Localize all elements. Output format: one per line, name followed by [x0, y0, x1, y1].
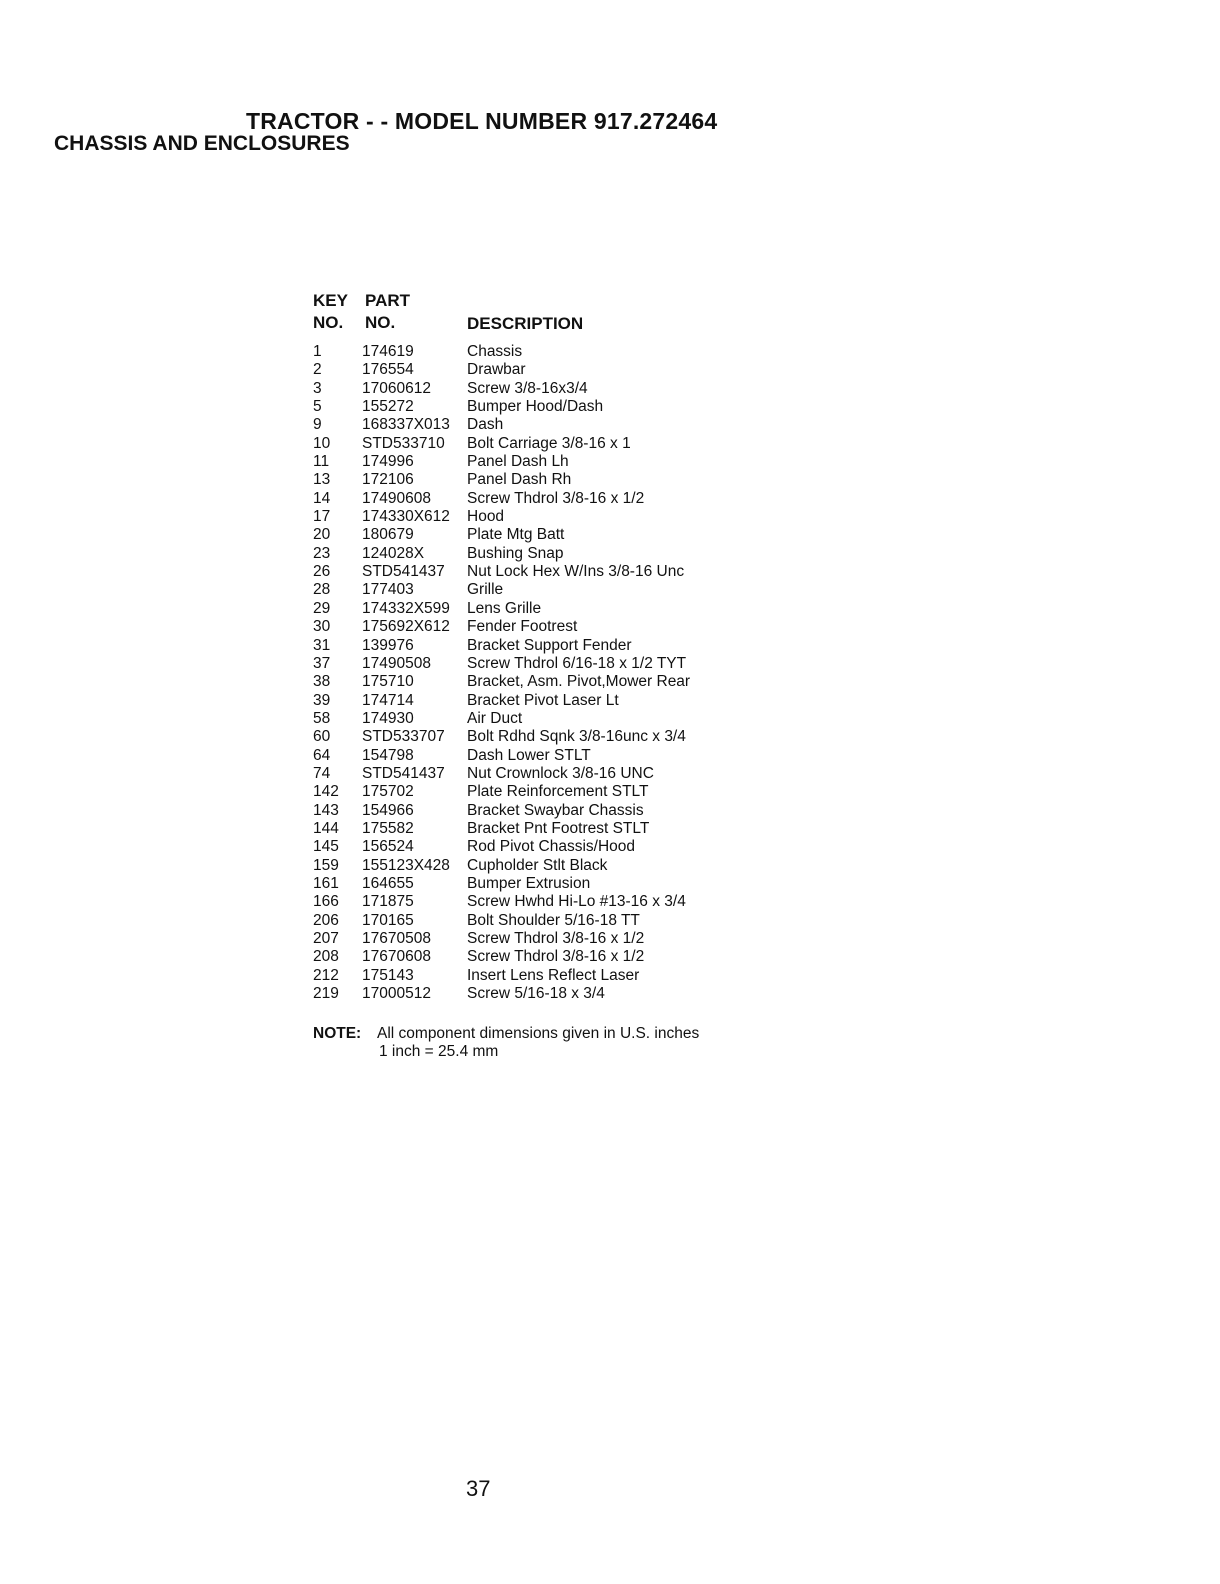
- table-row: [313, 508, 753, 526]
- table-row: [313, 637, 753, 655]
- description-cell: Lens Grille: [467, 599, 542, 617]
- key-no-cell: 28: [313, 581, 331, 599]
- description-cell: Bracket Pivot Laser Lt: [467, 691, 619, 709]
- key-no-cell: 212: [313, 966, 339, 984]
- key-no-cell: 13: [313, 471, 331, 489]
- key-no-cell: 31: [313, 636, 331, 654]
- description-cell: Plate Reinforcement STLT: [467, 783, 649, 801]
- table-row: [313, 912, 753, 930]
- key-no-cell: 74: [313, 764, 331, 782]
- table-row: [313, 838, 753, 856]
- description-cell: Insert Lens Reflect Laser: [467, 966, 640, 984]
- key-no-cell: 166: [313, 893, 339, 911]
- key-no-cell: 5: [313, 398, 322, 416]
- key-column-header-line2: NO.: [313, 313, 344, 332]
- table-row: [313, 985, 753, 1003]
- part-no-cell: 174996: [362, 453, 414, 471]
- part-no-cell: 156524: [362, 838, 414, 856]
- key-no-cell: 145: [313, 838, 339, 856]
- key-no-cell: 20: [313, 526, 331, 544]
- key-no-cell: 208: [313, 948, 339, 966]
- table-row: [313, 380, 753, 398]
- part-no-cell: 175143: [362, 966, 414, 984]
- parts-list-table: [313, 291, 753, 1003]
- key-no-cell: 3: [313, 379, 322, 397]
- table-header: [313, 291, 753, 343]
- key-no-cell: 9: [313, 416, 322, 434]
- table-row: [313, 490, 753, 508]
- note-label: NOTE:: [313, 1025, 362, 1042]
- table-row: [313, 398, 753, 416]
- key-no-cell: 14: [313, 489, 331, 507]
- description-cell: Bolt Shoulder 5/16-18 TT: [467, 911, 640, 929]
- part-no-cell: 174332X599: [362, 599, 450, 617]
- part-no-cell: 17490508: [362, 654, 431, 672]
- part-no-cell: 175710: [362, 673, 414, 691]
- part-no-cell: STD541437: [362, 563, 445, 581]
- part-no-cell: 177403: [362, 581, 414, 599]
- description-cell: Bolt Carriage 3/8-16 x 1: [467, 434, 631, 452]
- table-row: [313, 930, 753, 948]
- part-no-cell: 17670608: [362, 948, 431, 966]
- table-row: [313, 361, 753, 379]
- key-no-cell: 161: [313, 874, 339, 892]
- description-cell: Bushing Snap: [467, 544, 564, 562]
- key-no-cell: 39: [313, 691, 331, 709]
- part-no-cell: 154966: [362, 801, 414, 819]
- description-column-header: DESCRIPTION: [467, 314, 584, 333]
- table-row: [313, 728, 753, 746]
- description-cell: Dash Lower STLT: [467, 746, 591, 764]
- part-no-cell: 17000512: [362, 985, 431, 1003]
- key-no-cell: 142: [313, 783, 339, 801]
- part-no-cell: 139976: [362, 636, 414, 654]
- part-no-cell: 17060612: [362, 379, 431, 397]
- part-no-cell: 17670508: [362, 930, 431, 947]
- part-no-cell: 174619: [362, 343, 414, 360]
- description-cell: Bumper Hood/Dash: [467, 398, 604, 416]
- part-no-cell: 175702: [362, 783, 414, 801]
- description-cell: Bracket Pnt Footrest STLT: [467, 819, 650, 837]
- table-row: [313, 765, 753, 783]
- description-cell: Screw Thdrol 6/16-18 x 1/2 TYT: [467, 654, 687, 672]
- part-no-cell: 174930: [362, 709, 414, 727]
- note-block: [313, 1025, 699, 1061]
- key-no-cell: 37: [313, 654, 331, 672]
- table-row: [313, 453, 753, 471]
- description-cell: Plate Mtg Batt: [467, 526, 565, 544]
- table-row: [313, 875, 753, 893]
- description-cell: Nut Crownlock 3/8-16 UNC: [467, 764, 654, 782]
- description-cell: Dash: [467, 416, 504, 434]
- key-no-cell: 1: [313, 343, 322, 360]
- key-no-cell: 64: [313, 746, 331, 764]
- key-no-cell: 17: [313, 508, 331, 526]
- table-row: [313, 563, 753, 581]
- description-cell: Screw Thdrol 3/8-16 x 1/2: [467, 930, 645, 947]
- description-cell: Panel Dash Rh: [467, 471, 572, 489]
- table-row: [313, 526, 753, 544]
- table-row: [313, 948, 753, 966]
- table-row: [313, 600, 753, 618]
- key-column-header-line1: KEY: [313, 291, 348, 310]
- table-row: [313, 655, 753, 673]
- table-row: [313, 747, 753, 765]
- table-row: [313, 967, 753, 985]
- description-cell: Air Duct: [467, 709, 523, 727]
- part-no-cell: STD541437: [362, 764, 445, 782]
- table-row: [313, 893, 753, 911]
- section-title: CHASSIS AND ENCLOSURES: [54, 132, 350, 155]
- description-cell: Fender Footrest: [467, 618, 578, 636]
- description-cell: Bolt Rdhd Sqnk 3/8-16unc x 3/4: [467, 728, 686, 746]
- key-no-cell: 60: [313, 728, 331, 746]
- description-cell: Screw Thdrol 3/8-16 x 1/2: [467, 948, 645, 966]
- note-text: All component dimensions given in U.S. inches: [377, 1025, 700, 1042]
- description-cell: Panel Dash Lh: [467, 453, 569, 471]
- key-no-cell: 30: [313, 618, 331, 636]
- part-no-cell: STD533707: [362, 728, 445, 746]
- key-no-cell: 219: [313, 985, 339, 1003]
- table-row: [313, 416, 753, 434]
- part-no-cell: 124028X: [362, 544, 425, 562]
- part-no-cell: 171875: [362, 893, 414, 911]
- part-no-cell: 170165: [362, 911, 414, 929]
- description-cell: Bracket Swaybar Chassis: [467, 801, 644, 819]
- table-row: [313, 802, 753, 820]
- key-no-cell: 206: [313, 911, 339, 929]
- part-no-cell: 17490608: [362, 489, 431, 507]
- description-cell: Rod Pivot Chassis/Hood: [467, 838, 635, 856]
- part-no-cell: 176554: [362, 361, 414, 379]
- description-cell: Cupholder Stlt Black: [467, 856, 608, 874]
- key-no-cell: 26: [313, 563, 331, 581]
- table-row: [313, 783, 753, 801]
- part-column-header-line2: NO.: [365, 313, 396, 332]
- part-no-cell: 155123X428: [362, 856, 450, 874]
- key-no-cell: 159: [313, 856, 339, 874]
- part-no-cell: STD533710: [362, 434, 445, 452]
- part-no-cell: 168337X013: [362, 416, 450, 434]
- description-cell: Bracket Support Fender: [467, 636, 632, 654]
- table-row: [313, 545, 753, 563]
- description-cell: Screw 3/8-16x3/4: [467, 379, 588, 397]
- table-row: [313, 820, 753, 838]
- part-no-cell: 180679: [362, 526, 414, 544]
- description-cell: Hood: [467, 508, 505, 526]
- table-row: [313, 710, 753, 728]
- table-row: [313, 673, 753, 691]
- part-no-cell: 164655: [362, 874, 414, 892]
- table-row: [313, 618, 753, 636]
- part-no-cell: 154798: [362, 746, 414, 764]
- key-no-cell: 58: [313, 709, 331, 727]
- note-conversion: 1 inch = 25.4 mm: [379, 1043, 499, 1060]
- description-cell: Bumper Extrusion: [467, 874, 591, 892]
- key-no-cell: 10: [313, 434, 331, 452]
- part-no-cell: 155272: [362, 398, 414, 416]
- description-cell: Screw Thdrol 3/8-16 x 1/2: [467, 489, 645, 507]
- part-no-cell: 174330X612: [362, 508, 450, 526]
- key-no-cell: 29: [313, 599, 331, 617]
- description-cell: Bracket, Asm. Pivot,Mower Rear: [467, 673, 691, 691]
- key-no-cell: 38: [313, 673, 331, 691]
- key-no-cell: 144: [313, 819, 339, 837]
- description-cell: Chassis: [467, 343, 523, 360]
- description-cell: Drawbar: [467, 361, 526, 379]
- description-cell: Grille: [467, 581, 504, 599]
- parts-rows: [313, 343, 753, 1003]
- description-cell: Screw 5/16-18 x 3/4: [467, 985, 605, 1003]
- part-no-cell: 172106: [362, 471, 414, 489]
- table-row: [313, 343, 753, 361]
- part-no-cell: 175582: [362, 819, 414, 837]
- table-row: [313, 471, 753, 489]
- part-column-header-line1: PART: [365, 291, 411, 310]
- page-number: 37: [466, 1476, 491, 1501]
- key-no-cell: 207: [313, 930, 339, 947]
- description-cell: Screw Hwhd Hi-Lo #13-16 x 3/4: [467, 893, 686, 911]
- part-no-cell: 174714: [362, 691, 414, 709]
- key-no-cell: 143: [313, 801, 339, 819]
- key-no-cell: 11: [313, 453, 330, 471]
- part-no-cell: 175692X612: [362, 618, 450, 636]
- description-cell: Nut Lock Hex W/Ins 3/8-16 Unc: [467, 563, 685, 581]
- key-no-cell: 2: [313, 361, 322, 379]
- table-row: [313, 857, 753, 875]
- table-row: [313, 435, 753, 453]
- key-no-cell: 23: [313, 544, 331, 562]
- table-row: [313, 692, 753, 710]
- page-title: TRACTOR - - MODEL NUMBER 917.272464: [246, 108, 718, 134]
- table-row: [313, 581, 753, 599]
